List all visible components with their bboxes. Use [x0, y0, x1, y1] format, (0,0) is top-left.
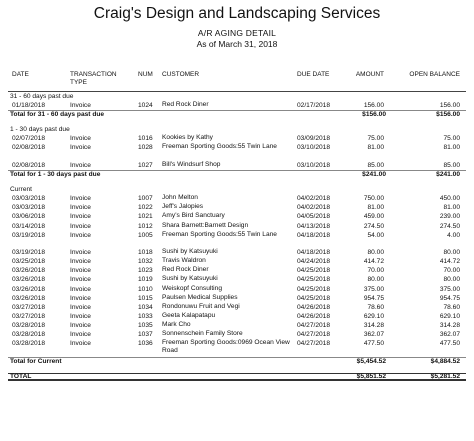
row-transaction-type: Invoice	[70, 222, 91, 230]
row-date: 03/28/2018	[12, 340, 46, 348]
row-open-balance: 156.00	[439, 102, 460, 110]
section-total-row	[8, 357, 466, 366]
section-total-row	[8, 170, 466, 179]
row-transaction-type: Invoice	[70, 294, 91, 302]
row-due-date: 03/10/2018	[297, 161, 331, 169]
row-amount: 80.00	[367, 249, 384, 257]
row-open-balance: 362.07	[439, 330, 460, 338]
row-num: 1010	[138, 285, 153, 293]
row-due-date: 04/27/2018	[297, 340, 331, 348]
row-amount: 81.00	[367, 144, 384, 152]
row-date: 03/26/2018	[12, 267, 46, 275]
row-num: 1024	[138, 102, 153, 110]
row-due-date: 04/26/2018	[297, 312, 331, 320]
row-open-balance: 954.75	[439, 294, 460, 302]
table-row	[8, 294, 466, 303]
row-amount: 375.00	[363, 285, 384, 293]
table-row	[8, 257, 466, 266]
table-row	[8, 134, 466, 143]
row-due-date: 02/17/2018	[297, 102, 331, 110]
table-row	[8, 212, 466, 221]
table-row	[8, 303, 466, 312]
row-open-balance: 314.28	[439, 321, 460, 329]
section-heading: 1 - 30 days past due	[10, 126, 70, 134]
row-date: 03/27/2018	[12, 312, 46, 320]
section-total-label: Total for 31 - 60 days past due	[10, 111, 105, 119]
section-total-amount: $5,454.52	[356, 357, 386, 365]
row-open-balance: 80.00	[443, 276, 460, 284]
row-due-date: 04/02/2018	[297, 204, 331, 212]
row-transaction-type: Invoice	[70, 249, 91, 257]
row-customer: Geeta Kalapatapu	[162, 311, 216, 319]
row-transaction-type: Invoice	[70, 340, 91, 348]
row-transaction-type: Invoice	[70, 144, 91, 152]
report-date: As of March 31, 2018	[196, 39, 278, 49]
table-row	[8, 161, 466, 170]
row-num: 1023	[138, 267, 153, 275]
table-row	[8, 203, 466, 212]
row-amount: 156.00	[363, 102, 384, 110]
row-date: 03/28/2018	[12, 330, 46, 338]
row-date: 03/26/2018	[12, 276, 46, 284]
row-customer: Freeman Sporting Goods:55 Twin Lane	[162, 230, 277, 238]
row-num: 1005	[138, 231, 153, 239]
row-amount: 314.28	[363, 321, 384, 329]
row-open-balance: 78.60	[443, 303, 460, 311]
section-total-row	[8, 110, 466, 119]
row-num: 1034	[138, 303, 153, 311]
row-transaction-type: Invoice	[70, 330, 91, 338]
row-date: 02/08/2018	[12, 144, 46, 152]
row-transaction-type: Invoice	[70, 195, 91, 203]
section-heading: Current	[10, 186, 32, 194]
row-customer: Red Rock Diner	[162, 101, 209, 109]
row-due-date: 04/18/2018	[297, 231, 331, 239]
grand-total-open-balance: $5,281.52	[430, 372, 460, 380]
row-customer: Rondonuwu Fruit and Vegi	[162, 302, 240, 310]
table-row	[8, 275, 466, 284]
grand-total-row	[8, 372, 466, 381]
company-name: Craig's Design and Landscaping Services	[93, 5, 381, 22]
row-customer: Sushi by Katsuyuki	[162, 275, 218, 283]
row-customer: Bill's Windsurf Shop	[162, 160, 221, 168]
section-total-label: Total for 1 - 30 days past due	[10, 171, 101, 179]
row-due-date: 04/25/2018	[297, 285, 331, 293]
table-row	[8, 330, 466, 339]
row-transaction-type: Invoice	[70, 258, 91, 266]
row-customer: Mark Cho	[162, 320, 191, 328]
row-customer: Freeman Sporting Goods:0969 Ocean View Road	[162, 339, 290, 355]
row-customer: Sonnenschein Family Store	[162, 329, 243, 337]
row-amount: 414.72	[363, 258, 384, 266]
row-transaction-type: Invoice	[70, 102, 91, 110]
col-num: NUM	[138, 71, 153, 78]
row-num: 1028	[138, 144, 153, 152]
row-customer: Travis Waldron	[162, 257, 206, 265]
row-due-date: 04/26/2018	[297, 303, 331, 311]
row-due-date: 04/24/2018	[297, 258, 331, 266]
table-row	[8, 101, 466, 110]
row-date: 02/07/2018	[12, 135, 46, 143]
row-customer: Amy's Bird Sanctuary	[162, 212, 225, 220]
row-date: 03/25/2018	[12, 258, 46, 266]
row-customer: Jeff's Jalopies	[162, 203, 204, 211]
row-amount: 750.00	[363, 195, 384, 203]
row-num: 1019	[138, 276, 153, 284]
column-headers	[8, 69, 466, 92]
col-date: DATE	[12, 71, 29, 78]
row-num: 1016	[138, 135, 153, 143]
row-customer: Kookies by Kathy	[162, 134, 213, 142]
row-amount: 459.00	[363, 213, 384, 221]
row-date: 03/26/2018	[12, 294, 46, 302]
row-amount: 274.50	[363, 222, 384, 230]
section-total-open-balance: $4,884.52	[430, 357, 460, 365]
row-date: 02/08/2018	[12, 161, 46, 169]
row-date: 03/19/2018	[12, 231, 46, 239]
row-open-balance: 414.72	[439, 258, 460, 266]
row-date: 03/14/2018	[12, 222, 46, 230]
row-date: 03/19/2018	[12, 249, 46, 257]
section-total-open-balance: $241.00	[436, 171, 460, 179]
row-due-date: 04/02/2018	[297, 195, 331, 203]
row-num: 1015	[138, 294, 153, 302]
row-open-balance: 477.50	[439, 340, 460, 348]
row-num: 1012	[138, 222, 153, 230]
report-body	[8, 92, 466, 381]
row-due-date: 04/18/2018	[297, 249, 331, 257]
row-transaction-type: Invoice	[70, 135, 91, 143]
row-num: 1022	[138, 204, 153, 212]
row-due-date: 03/10/2018	[297, 144, 331, 152]
row-amount: 80.00	[367, 276, 384, 284]
col-due-date: DUE DATE	[297, 71, 330, 78]
row-customer: Paulsen Medical Supplies	[162, 293, 238, 301]
section-total-label: Total for Current	[10, 357, 62, 365]
grand-total-label: TOTAL	[10, 372, 32, 380]
row-open-balance: 80.00	[443, 249, 460, 257]
row-due-date: 04/27/2018	[297, 321, 331, 329]
row-amount: 85.00	[367, 161, 384, 169]
row-due-date: 04/25/2018	[297, 276, 331, 284]
row-amount: 81.00	[367, 204, 384, 212]
row-due-date: 04/13/2018	[297, 222, 331, 230]
table-row	[8, 194, 466, 203]
row-num: 1021	[138, 213, 153, 221]
table-row	[8, 312, 466, 321]
row-due-date: 03/09/2018	[297, 135, 331, 143]
table-row	[8, 339, 466, 357]
row-amount: 78.60	[367, 303, 384, 311]
col-transaction-type: TRANSACTION TYPE	[70, 71, 117, 86]
row-amount: 362.07	[363, 330, 384, 338]
row-due-date: 04/25/2018	[297, 294, 331, 302]
row-due-date: 04/25/2018	[297, 267, 331, 275]
row-amount: 54.00	[367, 231, 384, 239]
row-transaction-type: Invoice	[70, 213, 91, 221]
row-amount: 70.00	[367, 267, 384, 275]
report-header	[0, 0, 474, 49]
table-row	[8, 266, 466, 275]
section-total-amount: $241.00	[362, 171, 386, 179]
row-amount: 954.75	[363, 294, 384, 302]
table-row	[8, 321, 466, 330]
row-transaction-type: Invoice	[70, 276, 91, 284]
row-amount: 629.10	[363, 312, 384, 320]
grand-total-amount: $5,851.52	[356, 372, 386, 380]
row-open-balance: 239.00	[439, 213, 460, 221]
row-customer: John Melton	[162, 194, 198, 202]
row-date: 01/18/2018	[12, 102, 46, 110]
row-customer: Sushi by Katsuyuki	[162, 248, 218, 256]
row-open-balance: 375.00	[439, 285, 460, 293]
row-transaction-type: Invoice	[70, 312, 91, 320]
section-total-amount: $156.00	[362, 111, 386, 119]
section-total-open-balance: $156.00	[436, 111, 460, 119]
row-amount: 477.50	[363, 340, 384, 348]
row-date: 03/26/2018	[12, 285, 46, 293]
row-open-balance: 85.00	[443, 161, 460, 169]
section-heading: 31 - 60 days past due	[10, 93, 74, 100]
row-amount: 75.00	[367, 135, 384, 143]
row-num: 1007	[138, 195, 153, 203]
row-open-balance: 629.10	[439, 312, 460, 320]
row-open-balance: 81.00	[443, 204, 460, 212]
row-open-balance: 4.00	[447, 231, 460, 239]
row-transaction-type: Invoice	[70, 321, 91, 329]
table-row	[8, 248, 466, 257]
row-open-balance: 70.00	[443, 267, 460, 275]
row-customer: Shara Barnett:Barnett Design	[162, 221, 249, 229]
col-customer: CUSTOMER	[162, 71, 200, 78]
row-num: 1037	[138, 330, 153, 338]
row-customer: Weiskopf Consulting	[162, 284, 222, 292]
row-transaction-type: Invoice	[70, 303, 91, 311]
table-row	[8, 143, 466, 161]
row-date: 03/28/2018	[12, 321, 46, 329]
row-open-balance: 450.00	[439, 195, 460, 203]
col-amount: AMOUNT	[355, 71, 384, 78]
row-date: 03/03/2018	[12, 204, 46, 212]
row-num: 1027	[138, 161, 153, 169]
row-customer: Freeman Sporting Goods:55 Twin Lane	[162, 143, 277, 151]
row-date: 03/27/2018	[12, 303, 46, 311]
row-num: 1033	[138, 312, 153, 320]
row-transaction-type: Invoice	[70, 231, 91, 239]
report-title: A/R AGING DETAIL	[197, 28, 277, 38]
row-open-balance: 75.00	[443, 135, 460, 143]
row-open-balance: 81.00	[443, 144, 460, 152]
row-due-date: 04/05/2018	[297, 213, 331, 221]
row-num: 1032	[138, 258, 153, 266]
row-num: 1018	[138, 249, 153, 257]
row-transaction-type: Invoice	[70, 285, 91, 293]
row-transaction-type: Invoice	[70, 267, 91, 275]
row-date: 03/03/2018	[12, 195, 46, 203]
row-num: 1036	[138, 340, 153, 348]
row-due-date: 04/27/2018	[297, 330, 331, 338]
row-num: 1035	[138, 321, 153, 329]
row-open-balance: 274.50	[439, 222, 460, 230]
row-date: 03/06/2018	[12, 213, 46, 221]
table-row	[8, 231, 466, 249]
table-row	[8, 222, 466, 231]
row-transaction-type: Invoice	[70, 161, 91, 169]
col-open-balance: OPEN BALANCE	[409, 71, 460, 78]
row-customer: Red Rock Diner	[162, 266, 209, 274]
row-transaction-type: Invoice	[70, 204, 91, 212]
table-row	[8, 285, 466, 294]
